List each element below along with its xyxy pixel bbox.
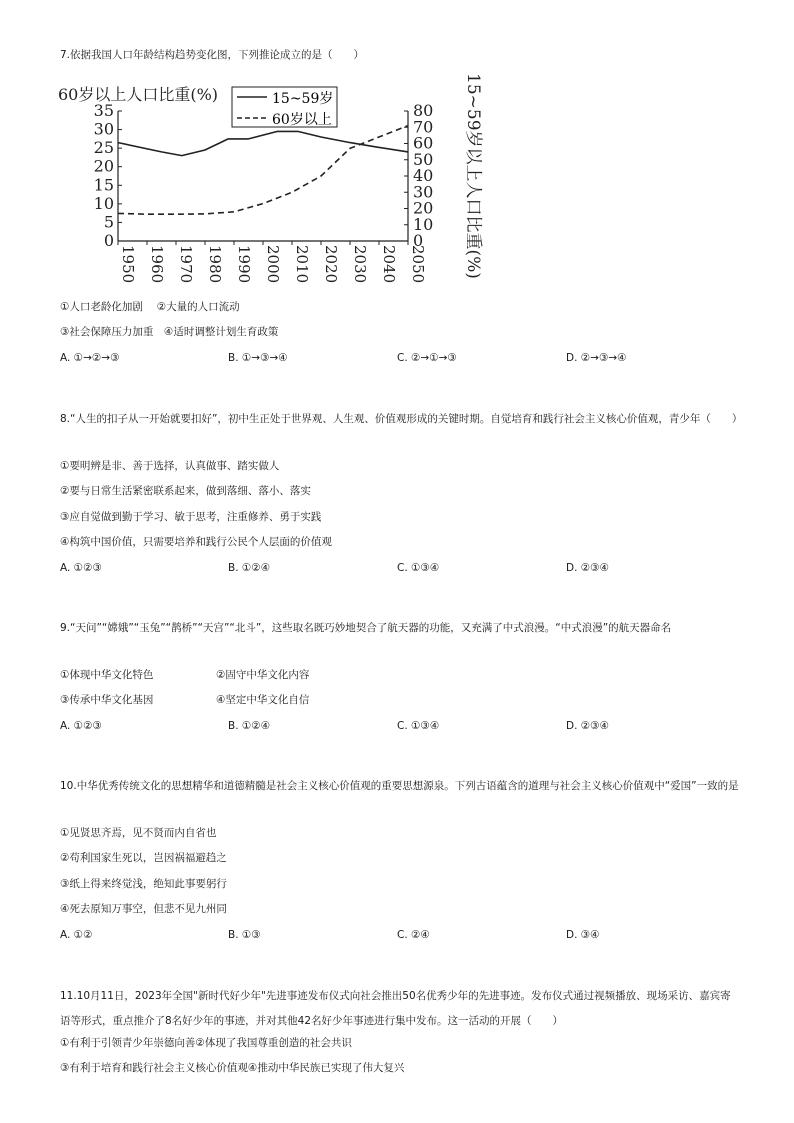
left-tick-label: 5 bbox=[103, 212, 114, 232]
q10-option-b[interactable]: B. ①③ bbox=[228, 929, 261, 941]
left-tick-label: 35 bbox=[93, 101, 114, 120]
q10-option-a[interactable]: A. ①② bbox=[60, 929, 93, 941]
q8-option-c[interactable]: C. ①③④ bbox=[397, 562, 440, 574]
q11-statement-1: ①有利于引领青少年崇德向善②体现了我国尊重创造的社会共识 bbox=[60, 1037, 352, 1049]
x-tick-label: 2000 bbox=[264, 245, 282, 284]
q9-option-c[interactable]: C. ①③④ bbox=[397, 720, 440, 732]
x-tick-group bbox=[177, 245, 195, 283]
left-tick-label: 30 bbox=[93, 119, 114, 139]
q10-statement-4: ④死去原知万事空，但悲不见九州同 bbox=[60, 903, 227, 915]
x-tick-label: 2020 bbox=[322, 245, 340, 284]
q9-statement-3: ③传承中华文化基因 bbox=[60, 694, 154, 706]
right-axis-label: 15~59岁以上人口比重(%) bbox=[463, 73, 483, 279]
right-tick-label: 80 bbox=[413, 101, 434, 120]
x-tick-group bbox=[380, 245, 398, 283]
x-tick-group bbox=[148, 245, 166, 283]
q10-option-d[interactable]: D. ③④ bbox=[566, 929, 600, 941]
legend-item-15-59: 15~59岁 bbox=[272, 91, 334, 107]
x-tick-group bbox=[235, 245, 253, 283]
q8-option-d[interactable]: D. ②③④ bbox=[566, 562, 609, 574]
q11-stem: 11.10月11日，2023年全国"新时代好少年"先进事迹发布仪式向社会推出50名优秀少年的先进事迹。发布仪式通过视频播放、现场采访、嘉宾寄语等形式，重点推介了8名好少年的事迹，并对其他42名好少年事迹进行集中发布。这一活动的开展（ ） bbox=[60, 990, 731, 1027]
q10-option-c[interactable]: C. ②④ bbox=[397, 929, 430, 941]
x-tick-label: 1960 bbox=[148, 245, 166, 284]
q7-statement-2: ③社会保障压力加重 ④适时调整计划生育政策 bbox=[60, 326, 279, 338]
q8-option-b[interactable]: B. ①②④ bbox=[228, 562, 271, 574]
q7-option-c[interactable]: C. ②→①→③ bbox=[397, 352, 457, 364]
q7-statement-1: ①人口老龄化加剧 ②大量的人口流动 bbox=[60, 301, 240, 313]
q10-stem: 10.中华优秀传统文化的思想精华和道德精髓是社会主义核心价值观的重要思想源泉。下列古语蕴含的道理与社会主义核心价值观中“爱国”一致的是 bbox=[60, 780, 739, 792]
right-tick-label: 10 bbox=[413, 214, 434, 234]
axes bbox=[94, 101, 434, 283]
q8-statement-4: ④构筑中国价值，只需要培养和践行公民个人层面的价值观 bbox=[60, 536, 332, 548]
q7-option-b[interactable]: B. ①→③→④ bbox=[228, 352, 288, 364]
legend bbox=[232, 87, 337, 128]
right-tick-label: 60 bbox=[413, 133, 434, 153]
left-tick-label: 15 bbox=[93, 175, 114, 195]
x-tick-label: 1970 bbox=[177, 245, 195, 284]
x-tick-group bbox=[351, 245, 369, 283]
left-tick-label: 20 bbox=[93, 156, 114, 176]
series-line-60-plus bbox=[118, 126, 408, 215]
x-tick-group bbox=[409, 245, 427, 283]
q9-statement-2: ②固守中华文化内容 bbox=[216, 669, 310, 681]
x-tick-label: 2040 bbox=[380, 245, 398, 284]
legend-item-60-plus: 60岁以上 bbox=[272, 112, 332, 128]
q8-stem: 8.“人生的扣子从一开始就要扣好”，初中生正处于世界观、人生观、价值观形成的关键时期。自觉培育和践行社会主义核心价值观，青少年（ ） bbox=[60, 413, 743, 425]
q11-statement-2: ③有利于培育和践行社会主义核心价值观④推动中华民族已实现了伟大复兴 bbox=[60, 1062, 405, 1074]
q8-statement-2: ②要与日常生活紧密联系起来，做到落细、落小、落实 bbox=[60, 485, 311, 497]
q9-option-a[interactable]: A. ①②③ bbox=[60, 720, 102, 732]
right-tick-label: 50 bbox=[413, 149, 434, 169]
x-tick-group bbox=[293, 245, 311, 283]
x-tick-label: 1950 bbox=[119, 245, 137, 284]
x-tick-label: 1980 bbox=[206, 245, 224, 284]
q9-option-b[interactable]: B. ①②④ bbox=[228, 720, 271, 732]
q8-statement-3: ③应自觉做到勤于学习、敏于思考，注重修养、勇于实践 bbox=[60, 511, 322, 523]
q8-statement-1: ①要明辨是非、善于选择，认真做事、踏实做人 bbox=[60, 460, 280, 472]
x-tick-group bbox=[119, 245, 137, 283]
x-tick-label: 2050 bbox=[409, 245, 427, 284]
left-tick-label: 25 bbox=[93, 138, 114, 158]
q10-statement-2: ②苟利国家生死以，岂因祸福避趋之 bbox=[60, 852, 227, 864]
q9-stem: 9.“天问”“嫦娥”“玉兔”“鹊桥”“天宫”“北斗”，这些取名既巧妙地契合了航天器的功能，又充满了中式浪漫。“中式浪漫”的航天器命名 bbox=[60, 622, 672, 634]
q9-option-d[interactable]: D. ②③④ bbox=[566, 720, 609, 732]
q8-option-a[interactable]: A. ①②③ bbox=[60, 562, 102, 574]
x-tick-group bbox=[206, 245, 224, 283]
x-tick-label: 1990 bbox=[235, 245, 253, 284]
right-tick-label: 40 bbox=[413, 166, 434, 185]
right-tick-label: 0 bbox=[413, 231, 424, 250]
left-tick-label: 10 bbox=[93, 193, 114, 213]
population-chart bbox=[56, 66, 483, 296]
right-tick-label: 30 bbox=[413, 182, 434, 202]
q9-statement-1: ①体现中华文化特色 bbox=[60, 669, 154, 681]
right-tick-label: 70 bbox=[413, 117, 434, 137]
right-tick-label: 20 bbox=[413, 198, 434, 218]
series bbox=[118, 126, 408, 215]
q9-statement-4: ④坚定中华文化自信 bbox=[216, 694, 310, 706]
x-tick-label: 2030 bbox=[351, 245, 369, 284]
left-tick-label: 0 bbox=[103, 231, 114, 250]
q10-statement-3: ③纸上得来终觉浅，绝知此事要躬行 bbox=[60, 878, 227, 890]
x-tick-label: 2010 bbox=[293, 245, 311, 284]
x-tick-group bbox=[264, 245, 282, 283]
q7-stem: 7.依据我国人口年龄结构趋势变化图，下列推论成立的是（ ） bbox=[60, 49, 365, 61]
q7-option-d[interactable]: D. ②→③→④ bbox=[566, 352, 627, 364]
x-tick-group bbox=[322, 245, 340, 283]
q10-statement-1: ①见贤思齐焉，见不贤而内自省也 bbox=[60, 827, 217, 839]
left-axis-label: 60岁以上人口比重(%) bbox=[58, 85, 219, 104]
q7-option-a[interactable]: A. ①→②→③ bbox=[60, 352, 120, 364]
